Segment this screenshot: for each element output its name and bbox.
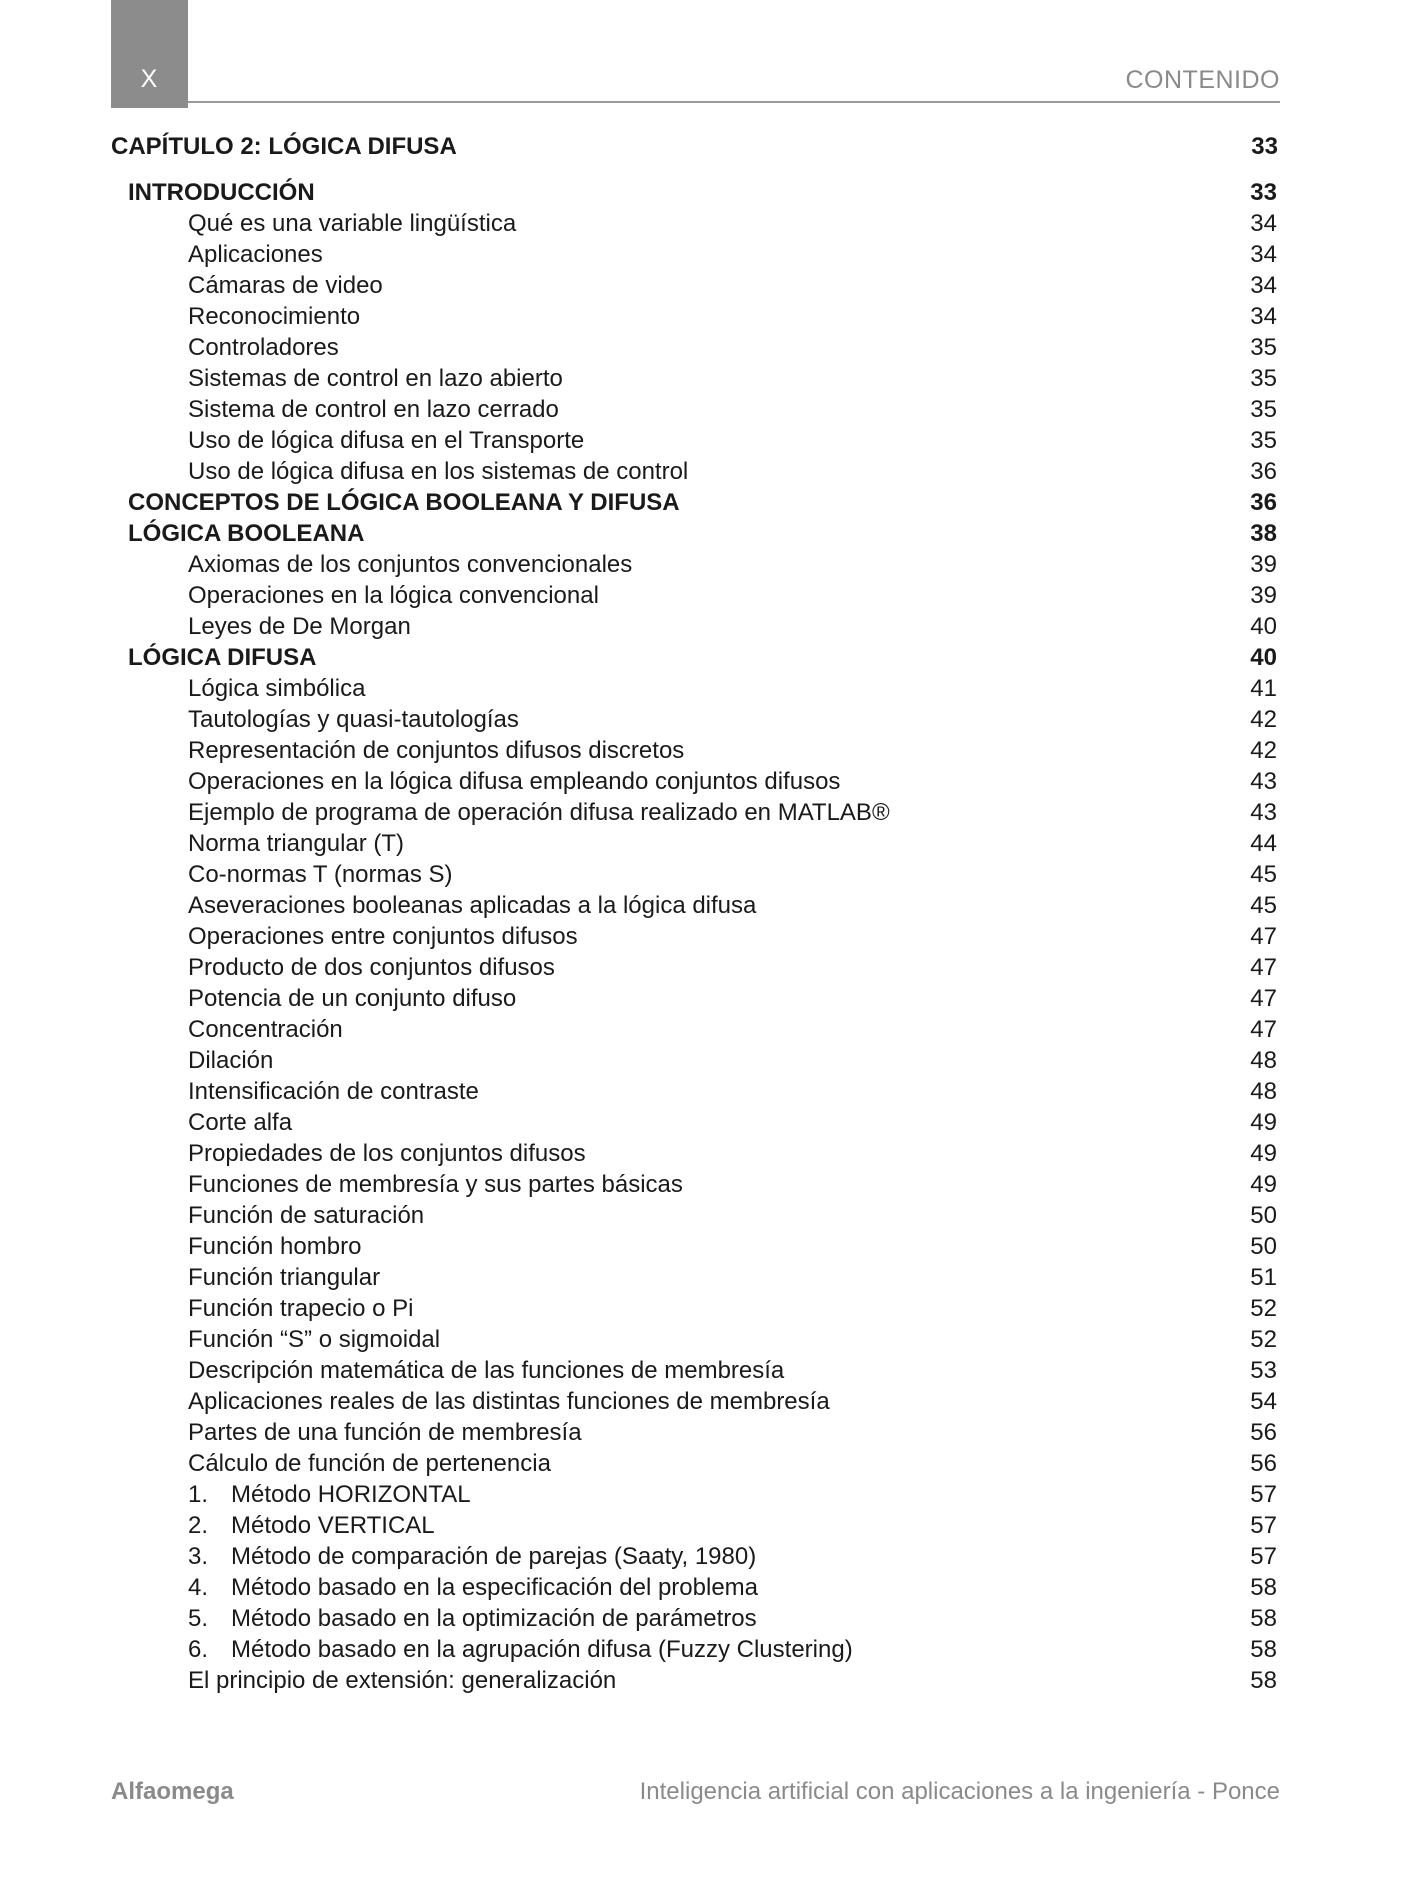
toc-entry-page: 58 xyxy=(1250,1574,1277,1601)
toc-entry-number: 1. xyxy=(188,1481,209,1508)
toc-entry-title: Función triangular xyxy=(188,1264,381,1291)
toc-entry-page: 33 xyxy=(1251,133,1278,160)
toc-entry-number: 6. xyxy=(188,1636,209,1663)
toc-entry-title: Operaciones en la lógica convencional xyxy=(188,582,599,609)
toc-entry-page: 47 xyxy=(1250,954,1277,981)
toc-entry-title: Controladores xyxy=(188,334,339,361)
toc-entry-sub xyxy=(111,1355,1280,1386)
toc-entry-title: Tautologías y quasi-tautologías xyxy=(188,706,519,733)
toc-entry-page: 34 xyxy=(1250,210,1277,237)
toc-entry-title: Co-normas T (normas S) xyxy=(188,861,453,888)
toc-entry-sub xyxy=(111,301,1280,332)
toc-entry-page: 39 xyxy=(1250,551,1277,578)
toc-entry-page: 34 xyxy=(1250,241,1277,268)
toc-entry-page: 43 xyxy=(1250,799,1277,826)
toc-entry-title-text: Método basado en la optimización de parámetros xyxy=(231,1605,757,1632)
toc-entry-sub xyxy=(111,332,1280,363)
toc-entry-page: 35 xyxy=(1250,365,1277,392)
toc-entry-page: 58 xyxy=(1250,1636,1277,1663)
toc-entry-sub xyxy=(111,828,1280,859)
toc-entry-title xyxy=(188,1634,853,1665)
toc-entry-sub xyxy=(111,394,1280,425)
toc-entry-section xyxy=(111,518,1280,549)
toc-entry-page: 48 xyxy=(1250,1078,1277,1105)
toc-entry-sub xyxy=(111,1262,1280,1293)
toc-entry-title: Aplicaciones reales de las distintas funciones de membresía xyxy=(188,1388,830,1415)
toc-entry-page: 34 xyxy=(1250,272,1277,299)
toc-entry-section xyxy=(111,487,1280,518)
toc-entry-title: CAPÍTULO 2: LÓGICA DIFUSA xyxy=(111,133,457,160)
toc-entry-sub xyxy=(111,363,1280,394)
toc-entry-title: Propiedades de los conjuntos difusos xyxy=(188,1140,586,1167)
toc-entry-title-text: Método HORIZONTAL xyxy=(231,1481,471,1508)
toc-entry-title: INTRODUCCIÓN xyxy=(128,179,315,206)
toc-entry-sub xyxy=(111,1169,1280,1200)
section-label: CONTENIDO xyxy=(1125,66,1280,94)
toc-entry-sub xyxy=(111,1200,1280,1231)
toc-entry-sub xyxy=(111,549,1280,580)
toc-entry-page: 35 xyxy=(1250,427,1277,454)
toc-entry-section xyxy=(111,642,1280,673)
toc-entry-page: 56 xyxy=(1250,1419,1277,1446)
toc-entry-page: 36 xyxy=(1250,458,1277,485)
toc-entry-page: 48 xyxy=(1250,1047,1277,1074)
toc-entry-title: Aplicaciones xyxy=(188,241,323,268)
toc-entry-sub xyxy=(111,766,1280,797)
toc-entry-number: 5. xyxy=(188,1605,209,1632)
toc-entry-sub xyxy=(111,673,1280,704)
toc-entry-title: Axiomas de los conjuntos convencionales xyxy=(188,551,633,578)
toc-entry-title: Intensificación de contraste xyxy=(188,1078,479,1105)
toc-entry-title: Uso de lógica difusa en los sistemas de control xyxy=(188,458,689,485)
toc-entry-page: 40 xyxy=(1250,644,1277,671)
toc-entry-sub xyxy=(111,611,1280,642)
toc-entry-title-text: Método basado en la especificación del problema xyxy=(231,1574,759,1601)
toc-entry-section xyxy=(111,177,1280,208)
toc-entry-sub xyxy=(111,1448,1280,1479)
toc-entry-page: 44 xyxy=(1250,830,1277,857)
toc-entry-page: 58 xyxy=(1250,1667,1277,1694)
toc-entry-page: 41 xyxy=(1250,675,1277,702)
toc-entry-page: 50 xyxy=(1250,1202,1277,1229)
toc-entry-sub xyxy=(111,1572,1280,1603)
toc-entry-title: Partes de una función de membresía xyxy=(188,1419,582,1446)
toc-entry-page: 47 xyxy=(1250,985,1277,1012)
toc-entry-title: Función hombro xyxy=(188,1233,362,1260)
toc-entry-title: Qué es una variable lingüística xyxy=(188,210,517,237)
toc-entry-page: 38 xyxy=(1250,520,1277,547)
toc-entry-page: 45 xyxy=(1250,861,1277,888)
toc-entry-page: 53 xyxy=(1250,1357,1277,1384)
toc-entry-title: Ejemplo de programa de operación difusa realizado en MATLAB® xyxy=(188,799,890,826)
toc-entry-sub xyxy=(111,580,1280,611)
toc-entry-page: 58 xyxy=(1250,1605,1277,1632)
toc-entry-page: 51 xyxy=(1250,1264,1277,1291)
toc-entry-page: 35 xyxy=(1250,334,1277,361)
toc-entry-sub xyxy=(111,1386,1280,1417)
toc-entry-title: Concentración xyxy=(188,1016,343,1043)
toc-entry-page: 49 xyxy=(1250,1171,1277,1198)
toc-entry-title: Reconocimiento xyxy=(188,303,361,330)
toc-entry-page: 56 xyxy=(1250,1450,1277,1477)
page-number-tab xyxy=(111,0,188,108)
toc-entry-sub xyxy=(111,208,1280,239)
toc-entry-sub xyxy=(111,1324,1280,1355)
toc-entry-title: Uso de lógica difusa en el Transporte xyxy=(188,427,585,454)
toc-entry-title: Norma triangular (T) xyxy=(188,830,405,857)
header-divider xyxy=(188,101,1280,103)
toc-entry-title xyxy=(188,1479,471,1510)
toc-entry-sub xyxy=(111,1510,1280,1541)
toc-entry-sub xyxy=(111,1541,1280,1572)
toc-entry-sub xyxy=(111,1076,1280,1107)
toc-entry-page: 49 xyxy=(1250,1140,1277,1167)
toc-entry-page: 42 xyxy=(1250,706,1277,733)
toc-entry-page: 43 xyxy=(1250,768,1277,795)
toc-entry-sub xyxy=(111,1014,1280,1045)
toc-entry-title: Función trapecio o Pi xyxy=(188,1295,414,1322)
toc-entry-sub xyxy=(111,425,1280,456)
toc-entry-page: 57 xyxy=(1250,1512,1277,1539)
toc-entry-sub xyxy=(111,735,1280,766)
toc-entry-title: CONCEPTOS DE LÓGICA BOOLEANA Y DIFUSA xyxy=(128,489,680,516)
toc-entry-title: LÓGICA BOOLEANA xyxy=(128,520,365,547)
toc-entry-number: 2. xyxy=(188,1512,209,1539)
toc-entry-title xyxy=(188,1541,756,1572)
toc-entry-title: Función de saturación xyxy=(188,1202,425,1229)
toc-entry-sub xyxy=(111,1479,1280,1510)
toc-entry-title: Sistemas de control en lazo abierto xyxy=(188,365,563,392)
toc-entry-sub xyxy=(111,1417,1280,1448)
toc-entry-title: El principio de extensión: generalización xyxy=(188,1667,617,1694)
toc-entry-title xyxy=(188,1572,758,1603)
toc-entry-chapter xyxy=(111,130,1280,164)
toc-entry-title: Representación de conjuntos difusos discretos xyxy=(188,737,685,764)
toc-entry-page: 50 xyxy=(1250,1233,1277,1260)
toc-entry-sub xyxy=(111,921,1280,952)
toc-entry-title: Función “S” o sigmoidal xyxy=(188,1326,441,1353)
toc-entry-number: 3. xyxy=(188,1543,209,1570)
toc-entry-sub xyxy=(111,983,1280,1014)
toc-entry-page: 33 xyxy=(1250,179,1277,206)
toc-entry-title: Cámaras de video xyxy=(188,272,383,299)
toc-entry-title: Dilación xyxy=(188,1047,274,1074)
toc-entry-title: Producto de dos conjuntos difusos xyxy=(188,954,555,981)
toc-entry-page: 54 xyxy=(1250,1388,1277,1415)
toc-entry-page: 52 xyxy=(1250,1295,1277,1322)
toc-entry-sub xyxy=(111,1603,1280,1634)
toc-entry-sub xyxy=(111,797,1280,828)
toc-entry-page: 42 xyxy=(1250,737,1277,764)
toc-entry-sub xyxy=(111,239,1280,270)
toc-entry-page: 45 xyxy=(1250,892,1277,919)
toc-entry-sub xyxy=(111,456,1280,487)
footer-book-title: Inteligencia artificial con aplicaciones a la ingeniería - Ponce xyxy=(639,1778,1280,1805)
toc-entry-page: 39 xyxy=(1250,582,1277,609)
toc-entry-page: 49 xyxy=(1250,1109,1277,1136)
toc-entry-page: 52 xyxy=(1250,1326,1277,1353)
table-of-contents xyxy=(111,130,1280,1696)
toc-entry-title: Potencia de un conjunto difuso xyxy=(188,985,517,1012)
toc-entry-sub xyxy=(111,1231,1280,1262)
toc-entry-sub xyxy=(111,1107,1280,1138)
page-number: X xyxy=(140,65,159,93)
toc-entry-title: LÓGICA DIFUSA xyxy=(128,644,317,671)
toc-entry-title: Operaciones entre conjuntos difusos xyxy=(188,923,578,950)
toc-entry-page: 47 xyxy=(1250,923,1277,950)
toc-entry-title: Operaciones en la lógica difusa empleando conjuntos difusos xyxy=(188,768,841,795)
toc-entry-page: 57 xyxy=(1250,1543,1277,1570)
toc-entry-page: 36 xyxy=(1250,489,1277,516)
toc-entry-sub xyxy=(111,1293,1280,1324)
toc-entry-title-text: Método de comparación de parejas (Saaty, 1980) xyxy=(231,1543,757,1570)
toc-entry-page: 35 xyxy=(1250,396,1277,423)
toc-entry-title: Cálculo de función de pertenencia xyxy=(188,1450,551,1477)
toc-entry-page: 34 xyxy=(1250,303,1277,330)
toc-entry-sub xyxy=(111,890,1280,921)
toc-entry-title: Sistema de control en lazo cerrado xyxy=(188,396,559,423)
toc-entry-sub xyxy=(111,859,1280,890)
toc-entry-number: 4. xyxy=(188,1574,209,1601)
toc-entry-title-text: Método VERTICAL xyxy=(231,1512,435,1539)
toc-entry-sub xyxy=(111,1045,1280,1076)
toc-entry-sub xyxy=(111,1138,1280,1169)
toc-entry-sub xyxy=(111,1665,1280,1696)
toc-entry-title xyxy=(188,1603,757,1634)
toc-entry-page: 40 xyxy=(1250,613,1277,640)
toc-entry-title: Corte alfa xyxy=(188,1109,293,1136)
toc-entry-sub xyxy=(111,952,1280,983)
toc-entry-title: Leyes de De Morgan xyxy=(188,613,411,640)
toc-entry-title: Descripción matemática de las funciones de membresía xyxy=(188,1357,785,1384)
toc-entry-title-text: Método basado en la agrupación difusa (Fuzzy Clustering) xyxy=(231,1636,853,1663)
toc-entry-sub xyxy=(111,704,1280,735)
toc-entry-page: 57 xyxy=(1250,1481,1277,1508)
toc-entry-title: Funciones de membresía y sus partes básicas xyxy=(188,1171,683,1198)
toc-entry-title xyxy=(188,1510,435,1541)
toc-entry-sub xyxy=(111,1634,1280,1665)
footer-publisher: Alfaomega xyxy=(111,1778,234,1805)
toc-entry-title: Lógica simbólica xyxy=(188,675,366,702)
toc-entry-sub xyxy=(111,270,1280,301)
toc-entry-page: 47 xyxy=(1250,1016,1277,1043)
toc-entry-title: Aseveraciones booleanas aplicadas a la lógica difusa xyxy=(188,892,757,919)
